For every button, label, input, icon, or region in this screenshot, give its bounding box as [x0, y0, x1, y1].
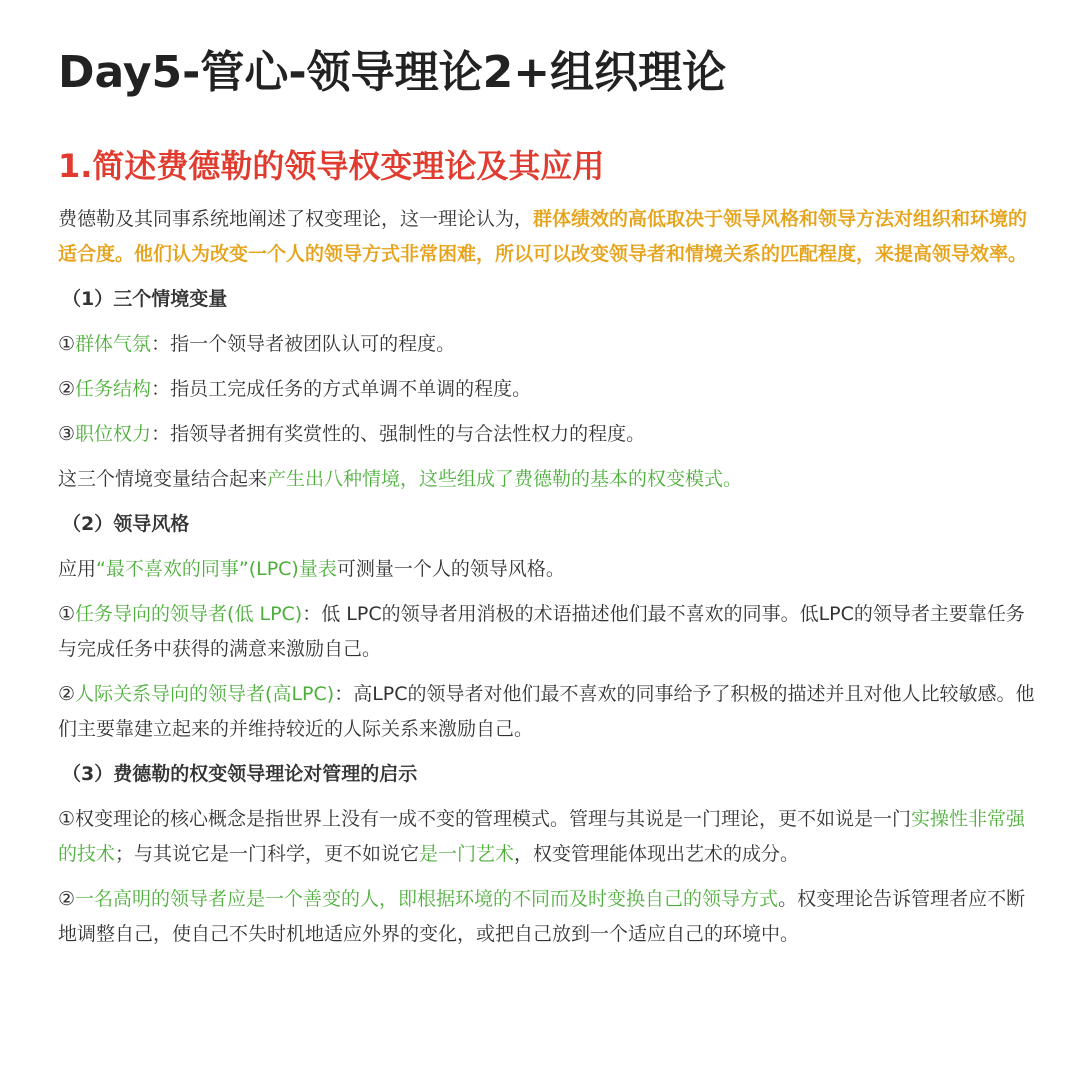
lpc-intro-post: 可测量一个人的领导风格。 — [336, 558, 565, 580]
list-item-relationship-oriented — [58, 677, 1040, 747]
intro-plain-text: 费德勒及其同事系统地阐述了权变理论，这一理论认为， — [58, 208, 534, 230]
item-term: 人际关系导向的领导者(高LPC) — [75, 683, 335, 705]
item-marker: ③ — [58, 423, 76, 445]
section-heading: 1.简述费德勒的领导权变理论及其应用 — [58, 147, 605, 185]
implication-text: 。权变理论告诉管理者应不断地调整自己，使自己不失时机地适应外界的变化，或把自己放到一个适应自己的环境中。 — [58, 888, 1026, 945]
item-marker: ② — [58, 378, 76, 400]
item-term: 职位权力 — [75, 423, 152, 445]
item-marker: ② — [58, 683, 76, 705]
item-marker: ① — [58, 333, 76, 355]
list-item-task-structure — [58, 372, 1040, 407]
lpc-scale-term: “最不喜欢的同事”(LPC)量表 — [96, 558, 337, 580]
implication-item-1 — [58, 802, 1040, 872]
item-description: ：高LPC的领导者对他们最不喜欢的同事给予了积极的描述并且对他人比较敏感。他们主要靠建立起来的并维持较近的人际关系来激励自己。 — [58, 683, 1035, 740]
item-description: ：指一个领导者被团队认可的程度。 — [151, 333, 456, 355]
implication-text: ；与其说它是一门科学，更不如说它 — [115, 843, 420, 865]
subheading-management-implications: （3）费德勒的权变领导理论对管理的启示 — [62, 763, 418, 785]
summary-paragraph — [58, 462, 1040, 497]
list-item-group-atmosphere — [58, 327, 1040, 362]
item-description: ：指领导者拥有奖赏性的、强制性的与合法性权力的程度。 — [151, 423, 646, 445]
item-term: 群体气氛 — [75, 333, 152, 355]
implication-highlight: 一名高明的领导者应是一个善变的人，即根据环境的不同而及时变换自己的领导方式 — [75, 888, 779, 910]
intro-paragraph — [58, 202, 1040, 272]
implication-highlight: 是一门艺术 — [419, 843, 515, 865]
implication-highlight: 实操性非常强的技术 — [58, 808, 1026, 865]
item-term: 任务导向的领导者(低 LPC) — [75, 603, 303, 625]
lpc-intro-pre: 应用 — [58, 558, 97, 580]
summary-highlight-text: 产生出八种情境，这些组成了费德勒的基本的权变模式。 — [267, 468, 743, 490]
summary-plain-text: 这三个情境变量结合起来 — [58, 468, 268, 490]
list-item-task-oriented — [58, 597, 1040, 667]
lpc-intro-paragraph — [58, 552, 1040, 587]
intro-highlight-text: 群体绩效的高低取决于领导风格和领导方法对组织和环境的适合度。他们认为改变一个人的领导方式非常困难，所以可以改变领导者和情境关系的匹配程度，来提高领导效率。 — [58, 208, 1028, 265]
item-marker: ② — [58, 888, 76, 910]
implication-text: ①权变理论的核心概念是指世界上没有一成不变的管理模式。管理与其说是一门理论，更不如说是一门 — [58, 808, 912, 830]
implication-item-2 — [58, 882, 1040, 952]
list-item-position-power — [58, 417, 1040, 452]
item-marker: ① — [58, 603, 76, 625]
subheading-leadership-style: （2）领导风格 — [62, 513, 190, 535]
document-title: Day5-管心-领导理论2+组织理论 — [58, 47, 727, 98]
subheading-situational-variables: （1）三个情境变量 — [62, 288, 228, 310]
item-description: ：指员工完成任务的方式单调不单调的程度。 — [151, 378, 532, 400]
implication-text: ，权变管理能体现出艺术的成分。 — [514, 843, 800, 865]
item-term: 任务结构 — [75, 378, 152, 400]
item-description: ：低 LPC的领导者用消极的术语描述他们最不喜欢的同事。低LPC的领导者主要靠任务与完成任务中获得的满意来激励自己。 — [58, 603, 1025, 660]
